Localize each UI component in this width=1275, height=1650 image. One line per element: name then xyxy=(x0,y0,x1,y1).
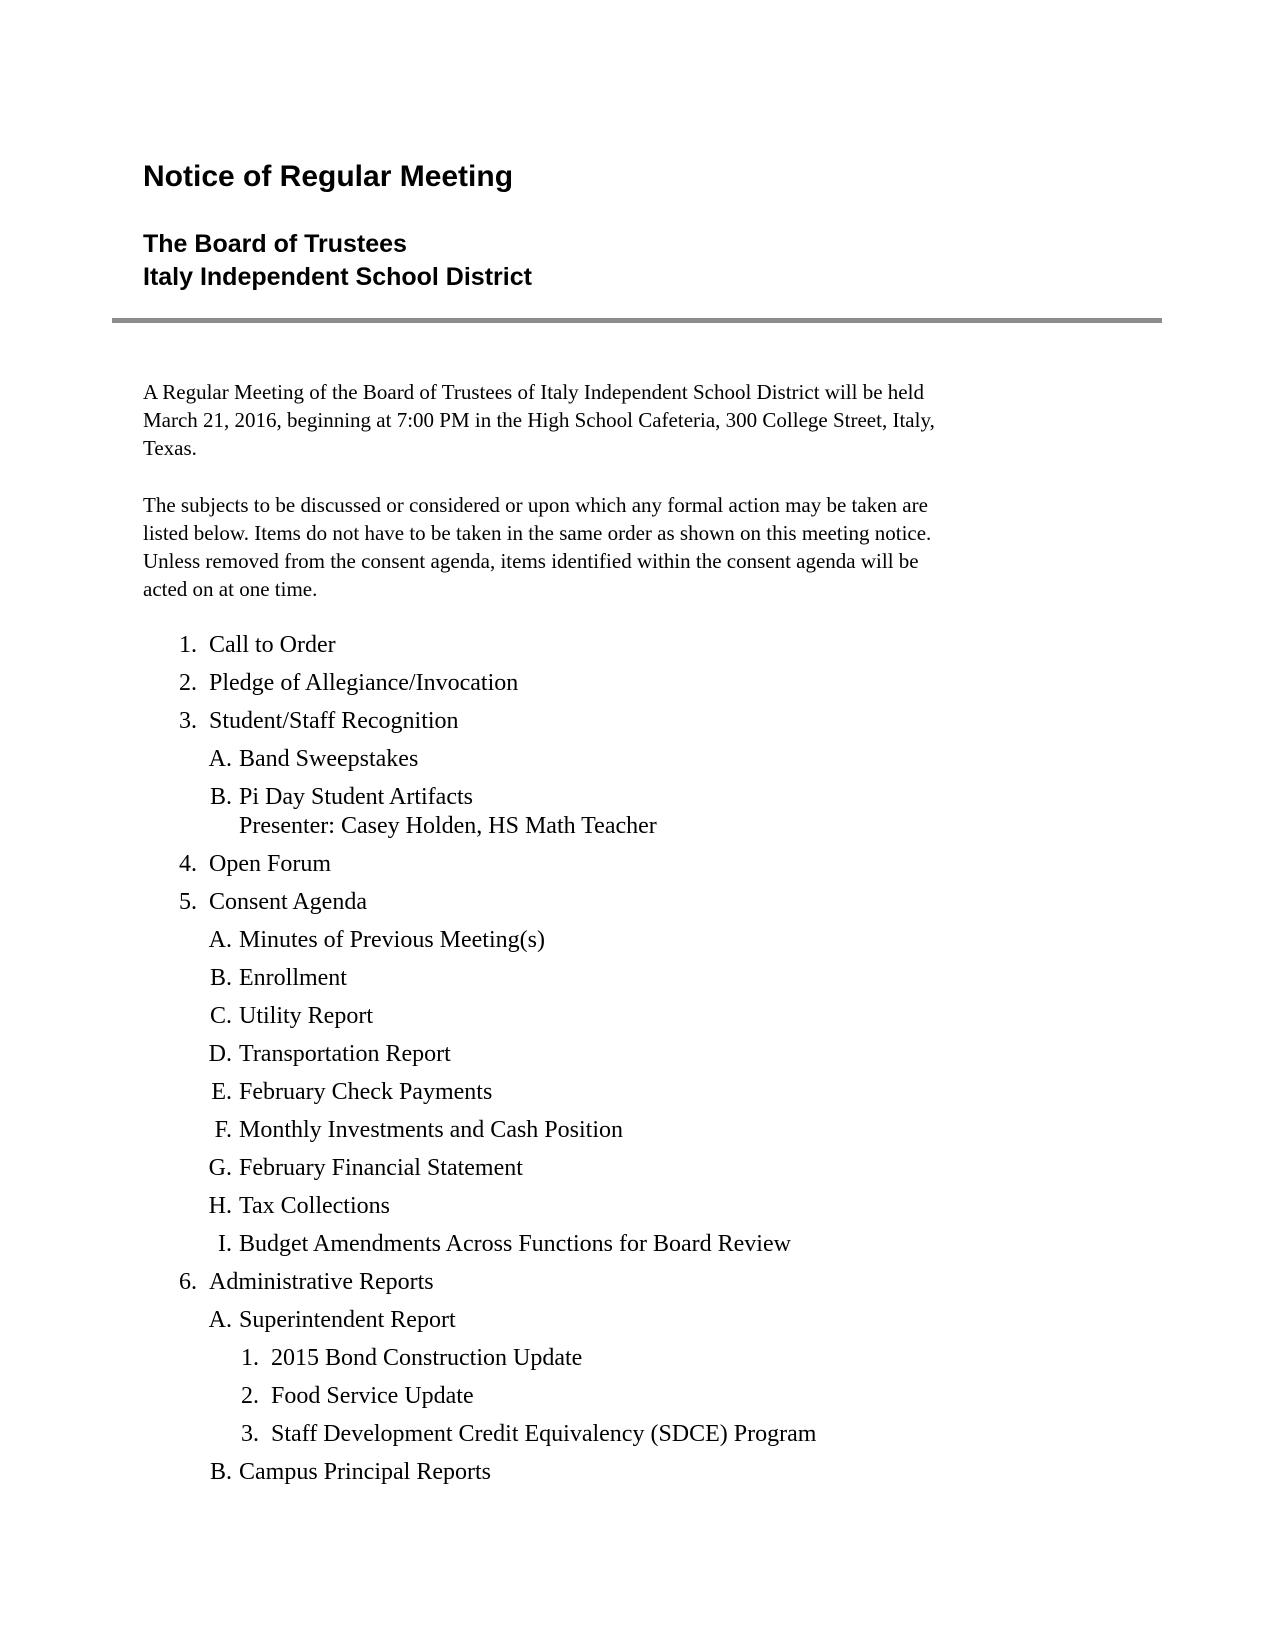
agenda-item-text: Band Sweepstakes xyxy=(239,746,419,772)
agenda-item-marker: B. xyxy=(209,1459,232,1485)
agenda-item-body xyxy=(239,1039,451,1069)
agenda-item-body xyxy=(239,1229,791,1259)
agenda-item-marker: E. xyxy=(211,1079,232,1105)
agenda-item xyxy=(143,849,1143,879)
agenda-item xyxy=(178,782,1143,841)
agenda-item-text: Campus Principal Reports xyxy=(239,1459,491,1485)
agenda-item xyxy=(178,1191,1143,1221)
agenda-item-marker: 3. xyxy=(241,1421,259,1447)
agenda-item-text: Tax Collections xyxy=(239,1193,390,1219)
agenda-item-body xyxy=(239,1077,492,1107)
subtitle-line-board: The Board of Trustees xyxy=(143,230,407,258)
agenda-item xyxy=(178,1077,1143,1107)
agenda-item-subtext: Presenter: Casey Holden, HS Math Teacher xyxy=(239,813,657,839)
agenda-item-marker: A. xyxy=(208,746,232,772)
agenda-item-text: Superintendent Report xyxy=(239,1307,456,1333)
agenda-item-marker: C. xyxy=(209,1003,232,1029)
agenda-item xyxy=(143,706,1143,736)
agenda-item-text: Student/Staff Recognition xyxy=(209,708,459,734)
intro-paragraph xyxy=(143,491,1103,603)
agenda-item-text: Transportation Report xyxy=(239,1041,451,1067)
agenda-item-marker: 2. xyxy=(179,670,197,696)
agenda-item-text: Consent Agenda xyxy=(209,889,367,915)
paragraph-line: listed below. Items do not have to be taken in the same order as shown on this meeting notice. xyxy=(143,521,932,545)
agenda-item-text: Administrative Reports xyxy=(209,1269,434,1295)
agenda-item xyxy=(178,1153,1143,1183)
agenda-item-body xyxy=(239,1153,523,1183)
agenda-item-text: Budget Amendments Across Functions for Board Review xyxy=(239,1231,791,1257)
agenda-item xyxy=(178,925,1143,955)
agenda-item-body xyxy=(239,925,545,955)
agenda-item-marker: 2. xyxy=(241,1383,259,1409)
agenda-item-marker: G. xyxy=(208,1155,232,1181)
agenda-item-text: Open Forum xyxy=(209,851,331,877)
agenda-item-marker: A. xyxy=(208,1307,232,1333)
agenda-item xyxy=(178,963,1143,993)
agenda-item-body xyxy=(239,782,657,841)
agenda-list xyxy=(143,630,1143,1495)
agenda-item-marker: 3. xyxy=(179,708,197,734)
paragraph-line: acted on at one time. xyxy=(143,577,318,601)
agenda-item xyxy=(205,1343,1143,1373)
agenda-item-marker: 5. xyxy=(179,889,197,915)
agenda-item-body xyxy=(239,1305,456,1335)
agenda-item-text: Utility Report xyxy=(239,1003,373,1029)
intro-paragraph xyxy=(143,378,1103,462)
agenda-item-body xyxy=(271,1343,582,1373)
agenda-item-body xyxy=(239,744,418,774)
agenda-item-body xyxy=(209,1267,434,1297)
agenda-item xyxy=(178,1115,1143,1145)
agenda-item-text: Call to Order xyxy=(209,632,336,658)
agenda-item-text: February Check Payments xyxy=(239,1079,493,1105)
agenda-item-marker: B. xyxy=(209,965,232,991)
agenda-item xyxy=(178,1457,1143,1487)
agenda-item-text: Food Service Update xyxy=(271,1383,474,1409)
agenda-item-marker: 1. xyxy=(241,1345,259,1371)
agenda-item-marker: 1. xyxy=(179,632,197,658)
agenda-item-marker: I. xyxy=(218,1231,232,1257)
agenda-item-body xyxy=(239,1191,390,1221)
paragraph-line: A Regular Meeting of the Board of Trustees of Italy Independent School District will be held xyxy=(143,380,924,404)
agenda-item xyxy=(205,1381,1143,1411)
agenda-item-body xyxy=(209,630,336,660)
paragraph-line: Texas. xyxy=(143,436,197,460)
agenda-item-body xyxy=(271,1381,474,1411)
agenda-item-text: 2015 Bond Construction Update xyxy=(271,1345,583,1371)
agenda-item-text: Minutes of Previous Meeting(s) xyxy=(239,927,545,953)
paragraph-line: The subjects to be discussed or considered or upon which any formal action may be taken are xyxy=(143,493,928,517)
agenda-item-body xyxy=(239,1001,373,1031)
paragraph-line: Unless removed from the consent agenda, items identified within the consent agenda will be xyxy=(143,549,919,573)
divider-rule xyxy=(112,318,1162,323)
agenda-item-text: Staff Development Credit Equivalency (SDCE) Program xyxy=(271,1421,817,1447)
agenda-item-marker: A. xyxy=(208,927,232,953)
agenda-item-body xyxy=(209,706,459,736)
agenda-item-marker: D. xyxy=(208,1041,232,1067)
subtitle-line-district: Italy Independent School District xyxy=(143,263,532,291)
agenda-item xyxy=(143,668,1143,698)
agenda-item-text: Pi Day Student Artifacts xyxy=(239,784,473,810)
agenda-item-text: February Financial Statement xyxy=(239,1155,523,1181)
paragraph-line: March 21, 2016, beginning at 7:00 PM in the High School Cafeteria, 300 College Street, Italy, xyxy=(143,408,935,432)
agenda-item-marker: F. xyxy=(214,1117,232,1143)
agenda-item-body xyxy=(239,1115,623,1145)
document-title: Notice of Regular Meeting xyxy=(143,160,514,193)
agenda-item xyxy=(143,630,1143,660)
agenda-item-body xyxy=(209,668,518,698)
document-subtitle xyxy=(143,228,532,294)
agenda-item xyxy=(178,1305,1143,1335)
intro-paragraphs xyxy=(143,378,1103,632)
agenda-item-body xyxy=(271,1419,816,1449)
agenda-item xyxy=(178,1229,1143,1259)
agenda-item-body xyxy=(209,849,331,879)
agenda-item-text: Monthly Investments and Cash Position xyxy=(239,1117,623,1143)
agenda-item-body xyxy=(239,963,347,993)
agenda-item-marker: B. xyxy=(209,784,232,810)
agenda-item-marker: 6. xyxy=(179,1269,197,1295)
agenda-item xyxy=(178,1001,1143,1031)
agenda-item xyxy=(205,1419,1143,1449)
agenda-item-marker: H. xyxy=(208,1193,232,1219)
agenda-item xyxy=(178,1039,1143,1069)
agenda-item-marker: 4. xyxy=(179,851,197,877)
agenda-item xyxy=(178,744,1143,774)
agenda-item-body xyxy=(209,887,367,917)
agenda-item xyxy=(143,1267,1143,1297)
agenda-item-body xyxy=(239,1457,491,1487)
agenda-item-text: Enrollment xyxy=(239,965,347,991)
agenda-item-text: Pledge of Allegiance/Invocation xyxy=(209,670,519,696)
agenda-item xyxy=(143,887,1143,917)
